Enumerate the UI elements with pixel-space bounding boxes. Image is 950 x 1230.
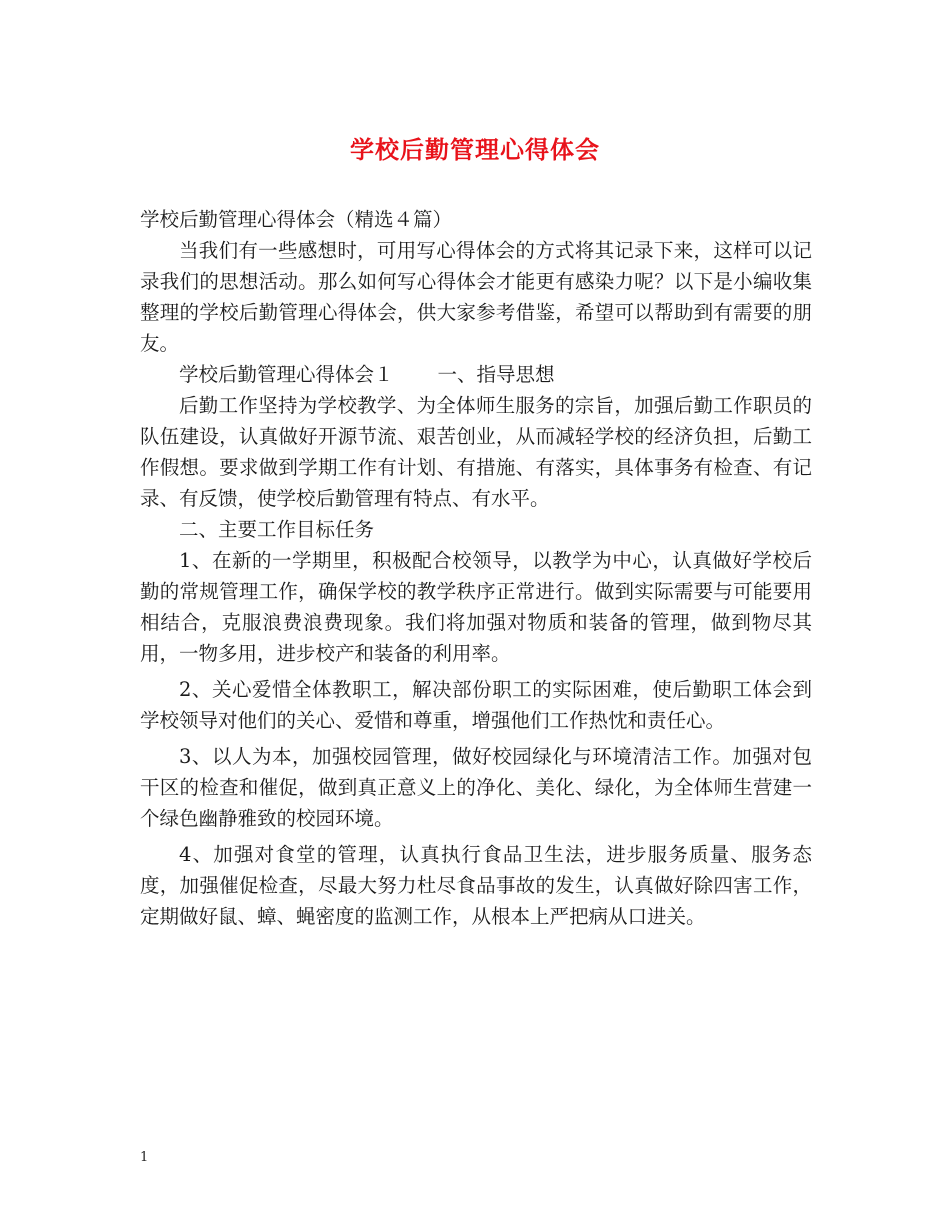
task-item-1: 1、在新的一学期里，积极配合校领导，以教学为中心，认真做好学校后勤的常规管理工作，确保学校的教学秩序正常进行。做到实际需要与可能要用相结合，克服浪费浪费现象。我们将加强对物质和装备的管理，做到物尽其用，一物多用，进步校产和装备的利用率。 — [140, 549, 812, 665]
section2-heading: 二、主要工作目标任务 — [179, 518, 375, 541]
section1-subheading: 一、指导思想 — [437, 363, 555, 386]
document-subtitle: 学校后勤管理心得体会（精选４篇） — [140, 208, 453, 231]
intro-paragraph: 当我们有一些感想时，可用写心得体会的方式将其记录下来，这样可以记录我们的思想活动。那么如何写心得体会才能更有感染力呢？以下是小编收集整理的学校后勤管理心得体会，供大家参考借鉴，希望可以帮助到有需要的朋友。 — [140, 239, 812, 355]
task-item-4: 4、加强对食堂的管理，认真执行食品卫生法，进步服务质量、服务态度，加强催促检查，尽最大努力杜尽食品事故的发生，认真做好除四害工作，定期做好鼠、蟑、蝇密度的监测工作，从根本上严把病从口进关。 — [140, 843, 812, 928]
section1-paragraph: 后勤工作坚持为学校教学、为全体师生服务的宗旨，加强后勤工作职员的队伍建设，认真做好开源节流、艰苦创业，从而减轻学校的经济负担，后勤工作假想。要求做到学期工作有计划、有措施、有落实，具体事务有检查、有记录、有反馈，使学校后勤管理有特点、有水平。 — [140, 394, 812, 510]
section1-heading: 学校后勤管理心得体会１ — [179, 363, 394, 386]
task-item-2: 2、关心爱惜全体教职工，解决部份职工的实际困难，使后勤职工体会到学校领导对他们的关心、爱惜和尊重，增强他们工作热忱和责任心。 — [140, 678, 812, 732]
task-item-3: 3、以人为本，加强校园管理，做好校园绿化与环境清洁工作。加强对包干区的检查和催促，做到真正意义上的净化、美化、绿化，为全体师生营建一个绿色幽静雅致的校园环境。 — [140, 745, 812, 830]
document-title: 学校后勤管理心得体会 — [350, 135, 600, 164]
document-body — [140, 204, 812, 932]
section1-heading-line — [140, 359, 812, 390]
page-number: 1 — [140, 1150, 149, 1165]
